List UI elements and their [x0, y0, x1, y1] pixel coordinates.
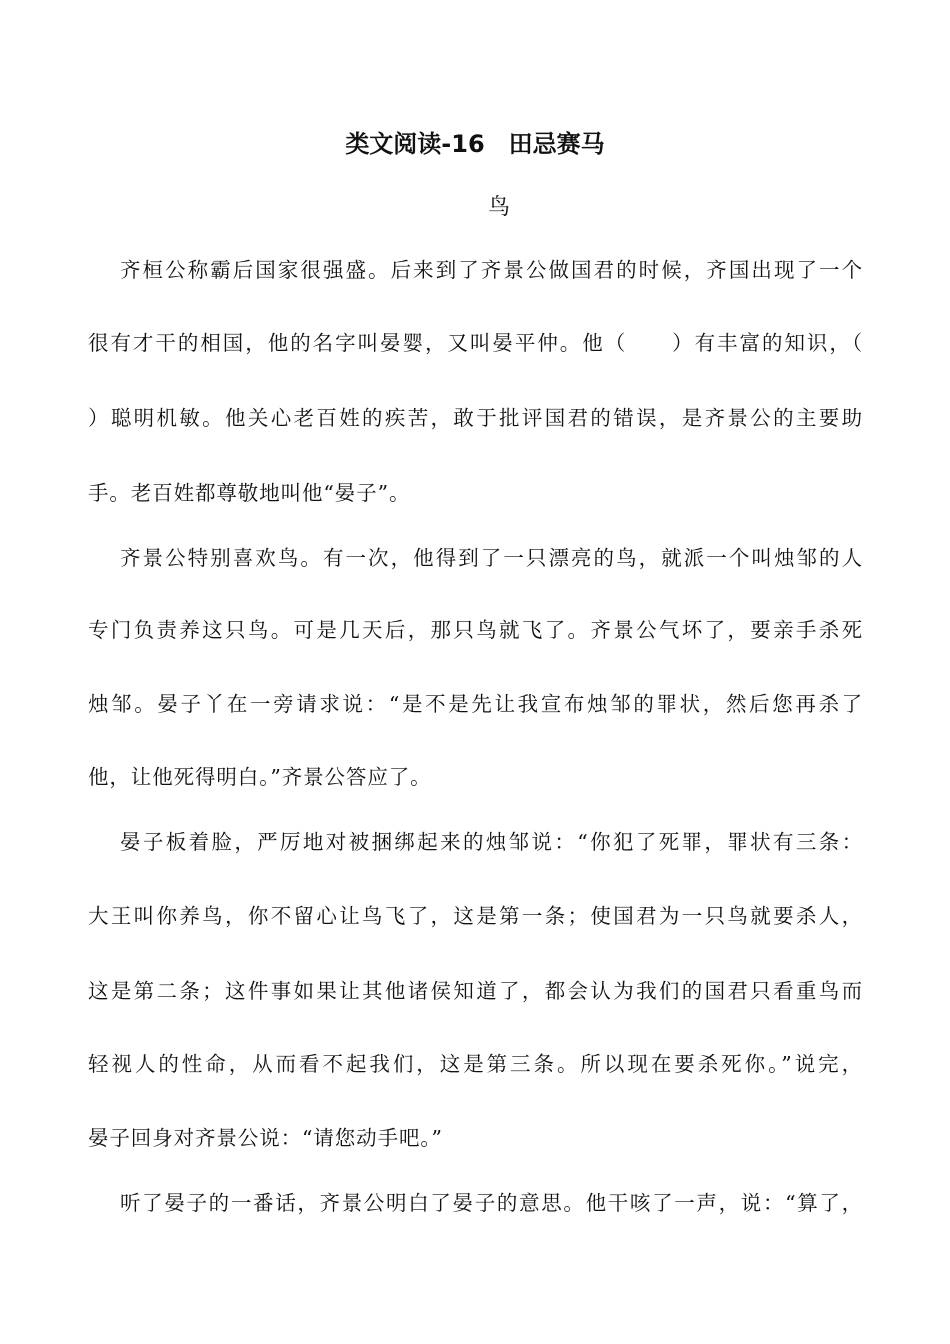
text-line: 轻视人的性命，从而看不起我们，这是第三条。所以现在要杀死你。”说完， [88, 1052, 863, 1076]
text-line: ）聪明机敏。他关心老百姓的疾苦，敢于批评国君的错误，是齐景公的主要助 [88, 406, 863, 430]
text-line: 大王叫你养鸟，你不留心让鸟飞了，这是第一条；使国君为一只鸟就要杀人， [88, 904, 863, 928]
text-line: 手。老百姓都尊敬地叫他“晏子”。 [88, 481, 411, 505]
text-line: 他，让他死得明白。”齐景公答应了。 [88, 765, 432, 789]
text-line: 齐桓公称霸后国家很强盛。后来到了齐景公做国君的时候，齐国出现了一个 [120, 258, 863, 282]
text-line: 晏子回身对齐景公说：“请您动手吧。” [88, 1126, 443, 1150]
text-line: 这是第二条；这件事如果让其他诸侯知道了，都会认为我们的国君只看重鸟而 [88, 979, 863, 1003]
text-line: 齐景公特别喜欢鸟。有一次，他得到了一只漂亮的鸟，就派一个叫烛邹的人 [120, 546, 863, 570]
text-line: 晏子板着脸，严厉地对被捆绑起来的烛邹说：“你犯了死罪，罪状有三条： [120, 830, 863, 854]
document-subtitle: 鸟 [487, 195, 510, 220]
text-line: 很有才干的相国，他的名字叫晏婴，又叫晏平仲。他（ ）有丰富的知识，（ [88, 331, 863, 355]
text-line: 烛邹。晏子丫在一旁请求说：“是不是先让我宣布烛邹的罪状，然后您再杀了 [88, 692, 863, 716]
text-line: 听了晏子的一番话，齐景公明白了晏子的意思。他干咳了一声，说：“算了， [120, 1191, 863, 1215]
text-line: 专门负责养这只鸟。可是几天后，那只鸟就飞了。齐景公气坏了，要亲手杀死 [88, 618, 863, 642]
document-title: 类文阅读-16 田忌赛马 [345, 130, 605, 158]
